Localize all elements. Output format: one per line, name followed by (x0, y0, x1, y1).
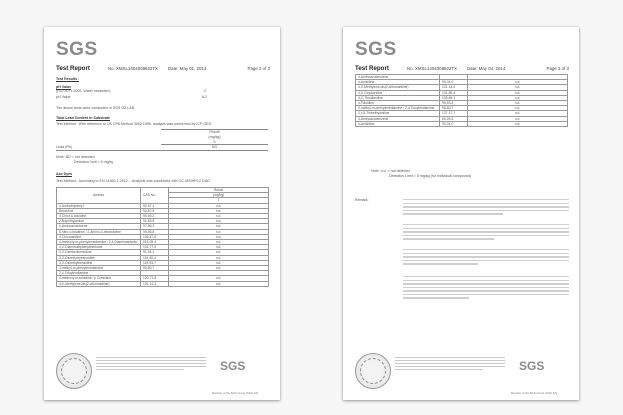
cas-cell: 101-80-4 (440, 90, 468, 95)
result-cell: n.d. (468, 80, 568, 85)
amine-cell: o-Aminoazotoluene (57, 224, 141, 229)
page-number: Page 2 of 3 (247, 66, 270, 71)
amine-cell: 4-methoxy-m-phenylenediamine / 2,4-Diaminoanisole (57, 240, 141, 245)
azo-col-amines: Amines (57, 188, 141, 204)
lead-note-1: Note: ND = not detected (56, 155, 95, 159)
amine-cell: o-Anisidine (356, 80, 440, 85)
amine-cell: Benzidine (57, 208, 141, 213)
lead-heading: Total Lead Content in Substrate (56, 116, 111, 120)
report-date: Date: May 01, 2014 (167, 66, 207, 71)
lead-table (56, 129, 268, 151)
cas-cell: 95-80-7 (440, 106, 468, 111)
amine-cell: 2-Naphthylamine (57, 219, 141, 224)
cas-cell: 120-71-8 (141, 276, 169, 281)
cas-cell: 101-14-4 (141, 281, 169, 286)
lab-note: The above tests were conducted in SGS GZ LAB (56, 106, 135, 110)
result-cell: n.d. (169, 245, 269, 250)
report-title: Test Report (355, 65, 389, 72)
result-cell: n.d. (169, 266, 269, 271)
lead-row-value: ND (211, 145, 218, 150)
cas-cell: 139-65-1 (440, 95, 468, 100)
amine-cell: 4-methoxy-m-toluidine / p-Cresidine (57, 276, 141, 281)
lead-method: Test Method: With reference to US CPA Method 3052:1996, analysis was performed by ICP-OES. (56, 122, 213, 126)
report-title: Test Report (56, 65, 90, 72)
amine-cell: 4-Chloroaniline (57, 234, 141, 239)
member-text: Member of the SGS Group (SGS SA) (511, 391, 558, 395)
table-row (356, 121, 568, 126)
amine-cell: 4-Aminobiphenyl (57, 203, 141, 208)
footer-sgs-logo: SGS (519, 359, 545, 373)
member-text: Member of the SGS Group (SGS SA) (212, 391, 259, 395)
amine-cell: 2,4-Toluylendiamine (57, 271, 141, 276)
azo-note-2: Detection Limit = 5 mg/kg (for individual compound) (389, 174, 471, 178)
cas-cell: 95-80-7 (141, 266, 169, 271)
amine-cell: 3,3'-Dimethylbenzidine (57, 260, 141, 265)
result-cell: n.d. (169, 281, 269, 286)
footer-fine-print (96, 357, 206, 372)
cas-cell: 95-53-4 (440, 101, 468, 106)
ph-label: pH Value (56, 95, 71, 99)
report-number: No. XMSL1404008822TX (406, 66, 457, 71)
amine-cell: 4-Aminoazobenzene (356, 75, 440, 80)
ph-heading: pH Value (56, 85, 72, 89)
amine-cell: 3,3'-Dimethoxybenzidine (57, 255, 141, 260)
amine-cell: 4-methyl-m-phenylenediamine (57, 266, 141, 271)
sgs-logo: SGS (56, 39, 98, 60)
lead-row-label: Lead (Pb) (56, 145, 72, 150)
amine-cell: 4,4'-Diaminodiphenylmethane (57, 245, 141, 250)
result-cell: n.d. (169, 250, 269, 255)
remark-paragraph-1 (403, 199, 569, 217)
ph-value: 6.2 (202, 95, 207, 99)
result-cell: n.d. (169, 224, 269, 229)
cas-cell: 91-94-1 (141, 250, 169, 255)
amine-cell: 4,4'-Methylene-bis(2-chloroaniline) (356, 85, 440, 90)
cas-cell: 90-04-0 (440, 121, 468, 126)
report-page-3 (343, 27, 579, 400)
result-cell: n.d. (468, 95, 568, 100)
footer-fine-print (395, 357, 505, 372)
remark-paragraph-2 (403, 224, 569, 242)
result-cell: n.d. (169, 208, 269, 213)
cas-cell: 99-55-8 (141, 229, 169, 234)
azo-heading: Azo Dyes (56, 172, 73, 176)
report-header (56, 65, 270, 72)
azo-col-unit: (mg/kg) (169, 193, 269, 198)
cas-cell: 137-17-7 (440, 111, 468, 116)
azo-col-num: 1 (169, 198, 269, 203)
cas-cell: 106-47-8 (141, 234, 169, 239)
result-cell: n.d. (169, 255, 269, 260)
sgs-seal-icon (355, 353, 391, 389)
ph-col-header: 2 (204, 89, 206, 93)
azo-table-continued (355, 74, 568, 127)
result-cell: n.d. (468, 106, 568, 111)
cas-cell: 90-04-0 (440, 80, 468, 85)
table-row (57, 281, 269, 286)
cas-cell: 615-05-4 (141, 240, 169, 245)
result-cell: n.d. (468, 121, 568, 126)
result-cell: n.d. (169, 229, 269, 234)
cas-cell: 92-67-1 (141, 203, 169, 208)
report-date: Date: May 04, 2014 (466, 66, 506, 71)
report-header (355, 65, 569, 72)
remark-paragraph-3 (403, 249, 569, 267)
amine-cell: 4,4'-Thiodianiline (356, 95, 440, 100)
cas-cell: 119-90-4 (141, 255, 169, 260)
result-cell: n.d. (169, 214, 269, 219)
page-number: Page 3 of 3 (546, 66, 569, 71)
lead-note-2: Detection limit = 5 mg/kg (74, 160, 114, 164)
result-cell: n.d. (169, 203, 269, 208)
result-cell: n.d. (468, 101, 568, 106)
cas-cell: 119-93-7 (141, 260, 169, 265)
result-cell: n.d. (169, 219, 269, 224)
amine-cell: 4-Aminoazobenzene (356, 116, 440, 121)
lead-unit-header: (mg/kg) (208, 134, 221, 139)
cas-cell: 101-14-4 (440, 85, 468, 90)
result-cell: n.d. (468, 90, 568, 95)
azo-method: Test Method: According to EN 14362-1:2012 -- Analysis was conducted with GC-MS/HPLC-DAD (56, 179, 211, 183)
amine-cell: 3,3'-Dichlorobenzidine (57, 250, 141, 255)
azo-table (56, 187, 269, 287)
cas-cell: 91-59-8 (141, 219, 169, 224)
result-cell: n.d. (468, 111, 568, 116)
test-results-heading: Test Results : (56, 77, 80, 81)
lead-result-header: Result (209, 130, 220, 134)
result-cell: n.d. (169, 276, 269, 281)
cas-cell: 95-69-2 (141, 214, 169, 219)
amine-cell: 2,4,5-Trimethylaniline (356, 111, 440, 116)
cas-cell: 60-09-3 (440, 116, 468, 121)
amine-cell: 4-methyl-m-phenylenediamine / 2,4-Toluylendiamine (356, 106, 440, 111)
azo-note-1: Note: n.d. = not detected (371, 169, 411, 173)
amine-cell: o-Anisidine (356, 121, 440, 126)
cas-cell: 97-56-3 (141, 224, 169, 229)
amine-cell: 4-Chlor-o-toluidine (57, 214, 141, 219)
remark-label: Remark: (355, 198, 369, 202)
result-cell: n.d. (169, 240, 269, 245)
amine-cell: o-Toluidine (356, 101, 440, 106)
report-number: No. XMSL1404008822TX (107, 66, 158, 71)
lead-col-header: 5 (213, 139, 216, 144)
result-cell: n.d. (169, 260, 269, 265)
amine-cell: 4,4'-Methylene-bis(2-chloroaniline) (57, 281, 141, 286)
ph-method: (ISO 3071:2005, Water extraction) (56, 89, 111, 93)
sgs-seal-icon (56, 353, 92, 389)
azo-col-result: Result (169, 188, 269, 193)
amine-cell: 4,4'-Oxydianiline (356, 90, 440, 95)
sgs-logo: SGS (355, 39, 397, 60)
result-cell: n.d. (169, 234, 269, 239)
result-cell: n.d. (468, 116, 568, 121)
result-cell: n.d. (468, 85, 568, 90)
report-page-2 (44, 27, 280, 400)
amine-cell: 5-nitro-o-toluidine / 2-Amino-4-nitrotoluene (57, 229, 141, 234)
cas-cell: 101-77-9 (141, 245, 169, 250)
remark-paragraph-4 (403, 276, 569, 301)
footer-sgs-logo: SGS (220, 359, 246, 373)
azo-col-cas: CAS No. (141, 188, 169, 204)
cas-cell: 92-87-5 (141, 208, 169, 213)
